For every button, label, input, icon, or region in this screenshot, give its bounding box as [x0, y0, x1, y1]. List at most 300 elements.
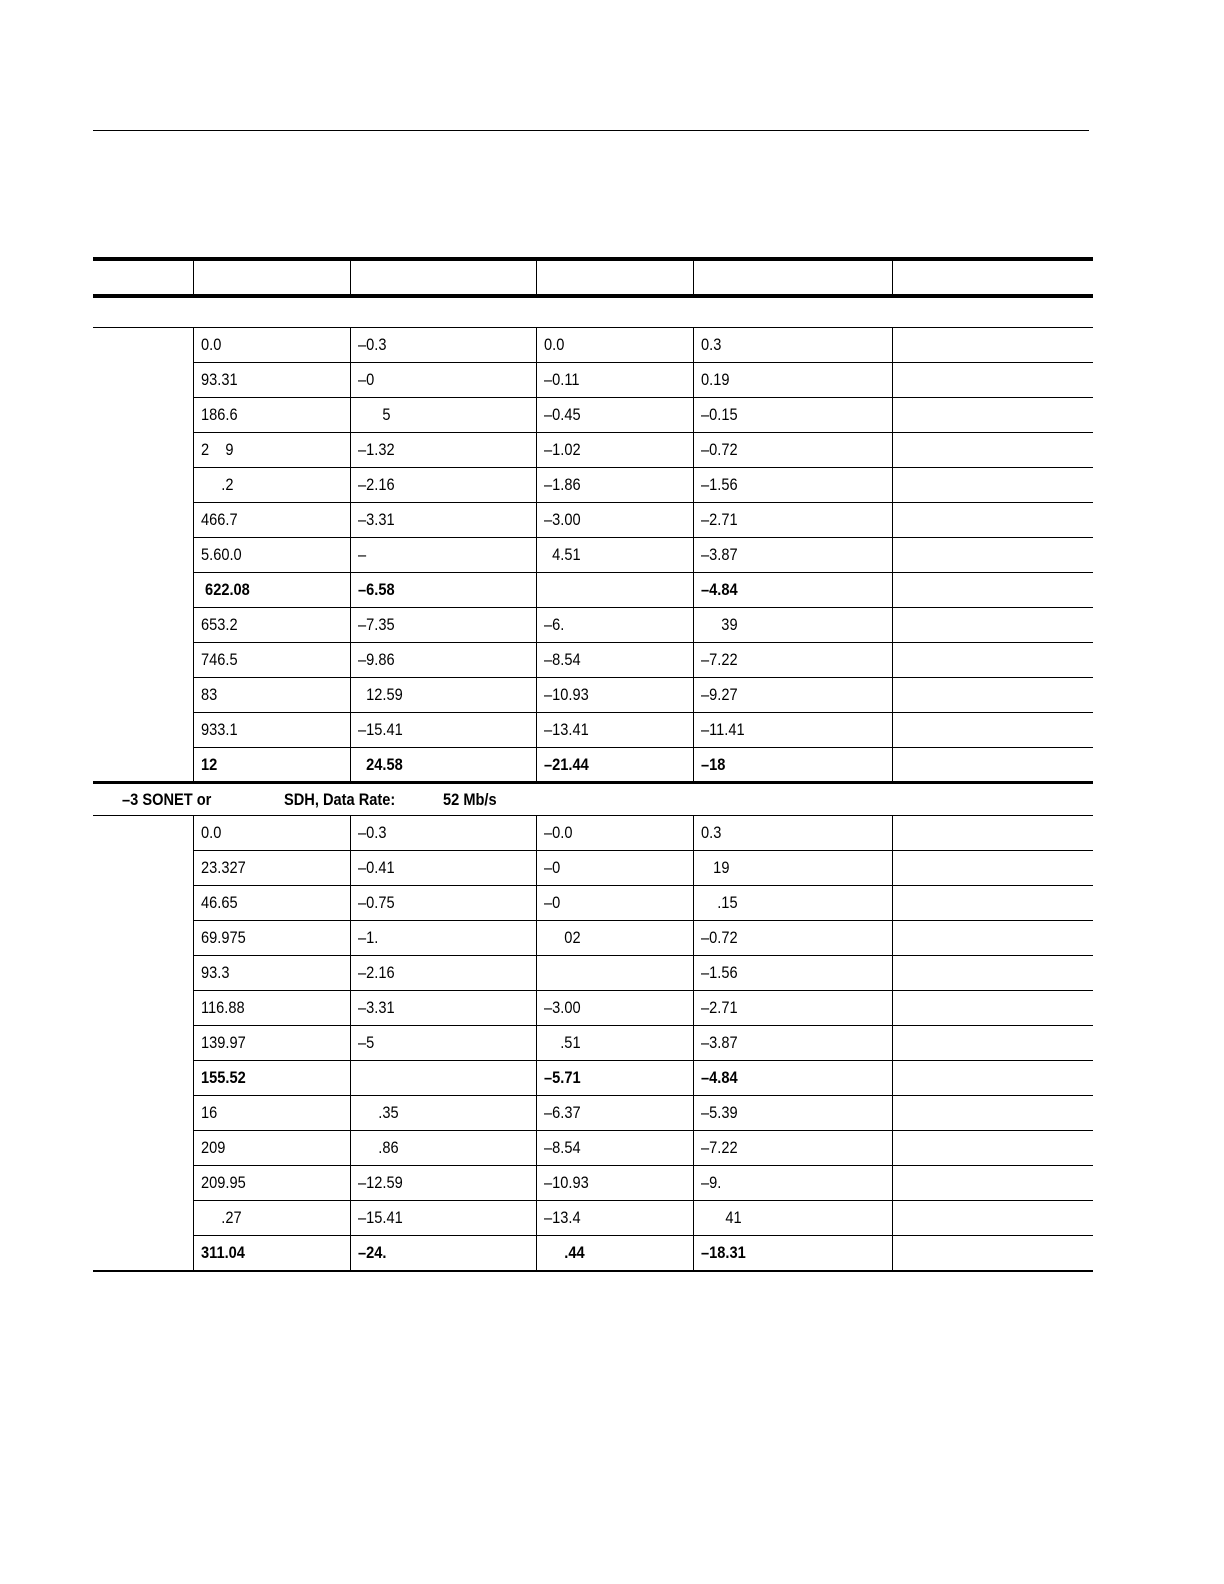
cell-value: –5.39 — [700, 1103, 738, 1122]
table-cell — [693, 328, 892, 363]
table-row — [93, 503, 1093, 538]
header-cell — [536, 259, 693, 296]
table-cell — [536, 1061, 693, 1096]
row-label-cell — [93, 433, 193, 468]
table-row — [93, 1026, 1093, 1061]
table-cell — [693, 886, 892, 921]
table-row — [93, 886, 1093, 921]
table-cell — [892, 1201, 1093, 1236]
table-cell — [892, 1166, 1093, 1201]
cell-value: 12.59 — [357, 685, 403, 704]
cell-value: 69.975 — [200, 928, 246, 947]
row-label-cell — [93, 503, 193, 538]
table-cell — [693, 433, 892, 468]
table-row — [93, 991, 1093, 1026]
cell-value: 653.2 — [200, 615, 238, 634]
row-label-cell — [93, 1096, 193, 1131]
row-label-cell — [93, 1131, 193, 1166]
table-cell — [350, 468, 536, 503]
table-cell — [536, 1096, 693, 1131]
cell-value: –10.93 — [543, 685, 589, 704]
table-cell — [350, 328, 536, 363]
table-cell — [350, 503, 536, 538]
table-cell — [892, 886, 1093, 921]
table-row — [93, 1201, 1093, 1236]
table-row — [93, 643, 1093, 678]
table-cell — [892, 328, 1093, 363]
row-label-cell — [93, 816, 193, 851]
cell-value: –3.87 — [700, 545, 738, 564]
table-cell — [693, 468, 892, 503]
table-cell — [693, 816, 892, 851]
table-cell — [536, 1201, 693, 1236]
table-cell — [892, 608, 1093, 643]
table-cell — [350, 1061, 536, 1096]
table-cell — [536, 503, 693, 538]
table-cell — [892, 643, 1093, 678]
row-label-cell — [93, 538, 193, 573]
cell-value: 5 — [357, 405, 391, 424]
cell-value: –13.4 — [543, 1208, 581, 1227]
cell-value: –3.31 — [357, 510, 395, 529]
table-row — [93, 816, 1093, 851]
cell-value: .51 — [543, 1033, 581, 1052]
cell-value: 83 — [200, 685, 217, 704]
row-label-cell — [93, 1166, 193, 1201]
table-cell — [350, 1166, 536, 1201]
section1-heading — [93, 296, 1093, 328]
table-cell — [350, 433, 536, 468]
table-row — [93, 748, 1093, 783]
row-label-cell — [93, 886, 193, 921]
cell-value: 46.65 — [200, 893, 238, 912]
cell-value: 16 — [200, 1103, 217, 1122]
table-cell — [892, 921, 1093, 956]
cell-value: –0 — [357, 370, 374, 389]
cell-value: –0.3 — [357, 335, 386, 354]
cell-value: 19 — [700, 858, 729, 877]
table-cell — [193, 468, 350, 503]
row-label-cell — [93, 956, 193, 991]
table-cell — [350, 398, 536, 433]
cell-value: –6.58 — [357, 580, 395, 599]
cell-value: .15 — [700, 893, 738, 912]
table-row — [93, 608, 1093, 643]
cell-value: –0.45 — [543, 405, 581, 424]
table-row — [93, 956, 1093, 991]
table-cell — [536, 713, 693, 748]
table-cell — [350, 608, 536, 643]
table-cell — [536, 608, 693, 643]
header-cell — [193, 259, 350, 296]
cell-value: 4.51 — [543, 545, 581, 564]
table-cell — [193, 1131, 350, 1166]
table-cell — [536, 748, 693, 783]
table-cell — [892, 573, 1093, 608]
cell-value: –9. — [700, 1173, 721, 1192]
table-cell — [193, 713, 350, 748]
table-cell — [536, 643, 693, 678]
table-cell — [350, 713, 536, 748]
table-cell — [892, 1236, 1093, 1271]
cell-value: 466.7 — [200, 510, 238, 529]
cell-value: –2.71 — [700, 998, 738, 1017]
row-label-cell — [93, 363, 193, 398]
cell-value: –1.56 — [700, 963, 738, 982]
cell-value: –1.02 — [543, 440, 581, 459]
cell-value: 12 — [200, 754, 217, 774]
cell-value: 2 9 — [200, 440, 234, 459]
table-cell — [693, 1026, 892, 1061]
cell-value: –11.41 — [700, 720, 745, 739]
row-label-cell — [93, 573, 193, 608]
table-cell — [536, 363, 693, 398]
cell-value: –3.00 — [543, 998, 581, 1017]
table-cell — [892, 713, 1093, 748]
row-label-cell — [93, 1201, 193, 1236]
row-label-cell — [93, 748, 193, 783]
cell-value: –3.87 — [700, 1033, 738, 1052]
table-cell — [193, 1236, 350, 1271]
cell-value: –0.72 — [700, 928, 738, 947]
cell-value: 139.97 — [200, 1033, 246, 1052]
cell-value: –10.93 — [543, 1173, 589, 1192]
cell-value: .2 — [200, 475, 234, 494]
cell-value: 186.6 — [200, 405, 238, 424]
table-cell — [193, 921, 350, 956]
header-cell — [350, 259, 536, 296]
table-header-row — [93, 259, 1093, 296]
cell-value: 0.0 — [200, 335, 221, 354]
table-cell — [693, 851, 892, 886]
table-cell — [536, 468, 693, 503]
cell-value: –7.22 — [700, 650, 738, 669]
table-cell — [536, 956, 693, 991]
header-cell — [93, 259, 193, 296]
table-cell — [892, 1026, 1093, 1061]
cell-value: – — [357, 545, 366, 564]
cell-value: –9.86 — [357, 650, 395, 669]
table-row — [93, 1061, 1093, 1096]
table-cell — [536, 1131, 693, 1166]
table-cell — [350, 886, 536, 921]
cell-value: –5 — [357, 1033, 374, 1052]
table-cell — [193, 1026, 350, 1061]
table-cell — [193, 608, 350, 643]
cell-value: .44 — [543, 1242, 585, 1262]
table-cell — [350, 678, 536, 713]
row-label-cell — [93, 328, 193, 363]
top-rule — [93, 130, 1089, 131]
table-cell — [193, 573, 350, 608]
table-cell — [536, 1236, 693, 1271]
table-cell — [350, 816, 536, 851]
table-cell — [536, 398, 693, 433]
table-row — [93, 1166, 1093, 1201]
table-cell — [193, 748, 350, 783]
cell-value: –2.16 — [357, 963, 395, 982]
table-cell — [536, 328, 693, 363]
cell-value: –9.27 — [700, 685, 738, 704]
table-cell — [892, 363, 1093, 398]
table-row — [93, 433, 1093, 468]
cell-value: 933.1 — [200, 720, 238, 739]
table-cell — [536, 433, 693, 468]
table-cell — [693, 363, 892, 398]
table-cell — [193, 851, 350, 886]
table-cell — [536, 573, 693, 608]
cell-value: 0.3 — [700, 823, 721, 842]
cell-value: 5.60.0 — [200, 545, 242, 564]
cell-value: –4.84 — [700, 1068, 738, 1087]
table-cell — [193, 1096, 350, 1131]
section2-heading — [93, 783, 1093, 816]
row-label-cell — [93, 468, 193, 503]
table-cell — [536, 991, 693, 1026]
table-cell — [693, 748, 892, 783]
cell-value: 311.04 — [200, 1242, 245, 1262]
table-cell — [350, 1026, 536, 1061]
cell-value: –1.86 — [543, 475, 581, 494]
table-cell — [350, 851, 536, 886]
cell-value: –1.32 — [357, 440, 395, 459]
table-cell — [193, 991, 350, 1026]
row-label-cell — [93, 991, 193, 1026]
table-cell — [350, 1131, 536, 1166]
cell-value: –0.41 — [357, 858, 395, 877]
table-cell — [693, 538, 892, 573]
table-cell — [693, 678, 892, 713]
cell-value: 24.58 — [357, 754, 403, 774]
cell-value: 39 — [700, 615, 738, 634]
table-cell — [350, 956, 536, 991]
row-label-cell — [93, 921, 193, 956]
row-label-cell — [93, 851, 193, 886]
cell-value: 93.31 — [200, 370, 238, 389]
cell-value: .86 — [357, 1138, 399, 1157]
table-cell — [193, 956, 350, 991]
cell-value: –15.41 — [357, 1208, 403, 1227]
table-cell — [892, 433, 1093, 468]
cell-value: 209 — [200, 1138, 225, 1157]
section2-title-part-b: SDH, Data Rate: — [284, 790, 396, 809]
table-row — [93, 363, 1093, 398]
table-cell — [193, 538, 350, 573]
cell-value: 622.08 — [200, 580, 250, 599]
header-cell — [693, 259, 892, 296]
section1-heading-row — [93, 296, 1093, 328]
table-cell — [693, 1131, 892, 1166]
table-cell — [350, 538, 536, 573]
table-cell — [892, 1131, 1093, 1166]
table-row — [93, 1131, 1093, 1166]
cell-value: 155.52 — [200, 1068, 246, 1087]
cell-value: –8.54 — [543, 650, 581, 669]
cell-value: .27 — [200, 1208, 242, 1227]
table-cell — [193, 1061, 350, 1096]
cell-value: –8.54 — [543, 1138, 581, 1157]
table-row — [93, 573, 1093, 608]
table-cell — [693, 921, 892, 956]
cell-value: –3.00 — [543, 510, 581, 529]
table-cell — [693, 1061, 892, 1096]
cell-value: –0 — [543, 858, 560, 877]
cell-value: 116.88 — [200, 998, 245, 1017]
cell-value: –21.44 — [543, 754, 589, 774]
table-row — [93, 678, 1093, 713]
section2-title-part-c: 52 Mb/s — [443, 790, 497, 809]
table-cell — [536, 538, 693, 573]
table-cell — [892, 1096, 1093, 1131]
table-row — [93, 1096, 1093, 1131]
table-cell — [193, 816, 350, 851]
table-cell — [693, 1166, 892, 1201]
header-cell — [892, 259, 1093, 296]
row-label-cell — [93, 713, 193, 748]
table-cell — [892, 748, 1093, 783]
cell-value: –0.15 — [700, 405, 738, 424]
cell-value: –1. — [357, 928, 378, 947]
row-label-cell — [93, 1061, 193, 1096]
table-cell — [536, 851, 693, 886]
table-cell — [350, 643, 536, 678]
table-cell — [536, 1026, 693, 1061]
table-cell — [193, 363, 350, 398]
table-cell — [892, 956, 1093, 991]
table-cell — [536, 816, 693, 851]
table-cell — [193, 886, 350, 921]
table-cell — [693, 643, 892, 678]
table-cell — [193, 398, 350, 433]
table-cell — [350, 921, 536, 956]
table-cell — [693, 1096, 892, 1131]
cell-value: –7.35 — [357, 615, 395, 634]
table-cell — [892, 468, 1093, 503]
table-cell — [193, 1201, 350, 1236]
table-cell — [193, 1166, 350, 1201]
table-cell — [536, 678, 693, 713]
table-cell — [193, 328, 350, 363]
cell-value: .35 — [357, 1103, 399, 1122]
table-row — [93, 713, 1093, 748]
cell-value: 93.3 — [200, 963, 229, 982]
table-cell — [693, 956, 892, 991]
table-row — [93, 398, 1093, 433]
table-cell — [350, 991, 536, 1026]
table-cell — [892, 851, 1093, 886]
row-label-cell — [93, 608, 193, 643]
row-label-cell — [93, 643, 193, 678]
row-label-cell — [93, 678, 193, 713]
table-cell — [350, 363, 536, 398]
table-cell — [350, 1201, 536, 1236]
cell-value: –1.56 — [700, 475, 738, 494]
table-cell — [693, 1201, 892, 1236]
table-cell — [350, 573, 536, 608]
cell-value: –15.41 — [357, 720, 403, 739]
table-cell — [536, 921, 693, 956]
table-cell — [892, 503, 1093, 538]
cell-value: –7.22 — [700, 1138, 738, 1157]
spec-table — [93, 257, 1093, 1272]
cell-value: –0.0 — [543, 823, 572, 842]
table-cell — [350, 748, 536, 783]
cell-value: –6. — [543, 615, 564, 634]
table-cell — [892, 816, 1093, 851]
section2-heading-row — [93, 783, 1093, 816]
row-label-cell — [93, 1026, 193, 1061]
cell-value: 41 — [700, 1208, 742, 1227]
cell-value: –0.75 — [357, 893, 395, 912]
cell-value: 23.327 — [200, 858, 246, 877]
cell-value: 0.0 — [543, 335, 564, 354]
table-row — [93, 538, 1093, 573]
table-cell — [193, 433, 350, 468]
cell-value: 02 — [543, 928, 581, 947]
cell-value: –5.71 — [543, 1068, 581, 1087]
cell-value: –0.72 — [700, 440, 738, 459]
table-cell — [892, 678, 1093, 713]
cell-value: –0.3 — [357, 823, 386, 842]
table-row — [93, 851, 1093, 886]
cell-value: –6.37 — [543, 1103, 581, 1122]
table-cell — [350, 1096, 536, 1131]
row-label-cell — [93, 1236, 193, 1271]
table-cell — [892, 991, 1093, 1026]
cell-value: 746.5 — [200, 650, 238, 669]
section1-body — [93, 328, 1093, 783]
table-cell — [892, 1061, 1093, 1096]
cell-value: –0.11 — [543, 370, 580, 389]
table-row — [93, 468, 1093, 503]
cell-value: –0 — [543, 893, 560, 912]
table-row — [93, 1236, 1093, 1271]
cell-value: –3.31 — [357, 998, 395, 1017]
cell-value: –2.71 — [700, 510, 738, 529]
cell-value: –4.84 — [700, 580, 738, 599]
table-cell — [536, 886, 693, 921]
cell-value: –12.59 — [357, 1173, 403, 1192]
table-cell — [892, 398, 1093, 433]
table-cell — [693, 1236, 892, 1271]
table-row — [93, 921, 1093, 956]
cell-value: –18.31 — [700, 1242, 746, 1262]
cell-value: 0.3 — [700, 335, 721, 354]
cell-value: 209.95 — [200, 1173, 246, 1192]
section2-body — [93, 816, 1093, 1271]
table-cell — [193, 678, 350, 713]
table-cell — [693, 608, 892, 643]
table-cell — [350, 1236, 536, 1271]
cell-value: –24. — [357, 1242, 386, 1262]
table-cell — [193, 643, 350, 678]
cell-value: 0.0 — [200, 823, 221, 842]
table-cell — [693, 573, 892, 608]
table-cell — [536, 1166, 693, 1201]
cell-value: 0.19 — [700, 370, 729, 389]
table-cell — [693, 991, 892, 1026]
cell-value: –2.16 — [357, 475, 395, 494]
row-label-cell — [93, 398, 193, 433]
table-cell — [693, 713, 892, 748]
cell-value: –13.41 — [543, 720, 589, 739]
cell-value: –18 — [700, 754, 725, 774]
table-cell — [693, 398, 892, 433]
table-cell — [693, 503, 892, 538]
table-row — [93, 328, 1093, 363]
table-cell — [892, 538, 1093, 573]
section2-title-part-a: –3 SONET or — [122, 790, 212, 809]
